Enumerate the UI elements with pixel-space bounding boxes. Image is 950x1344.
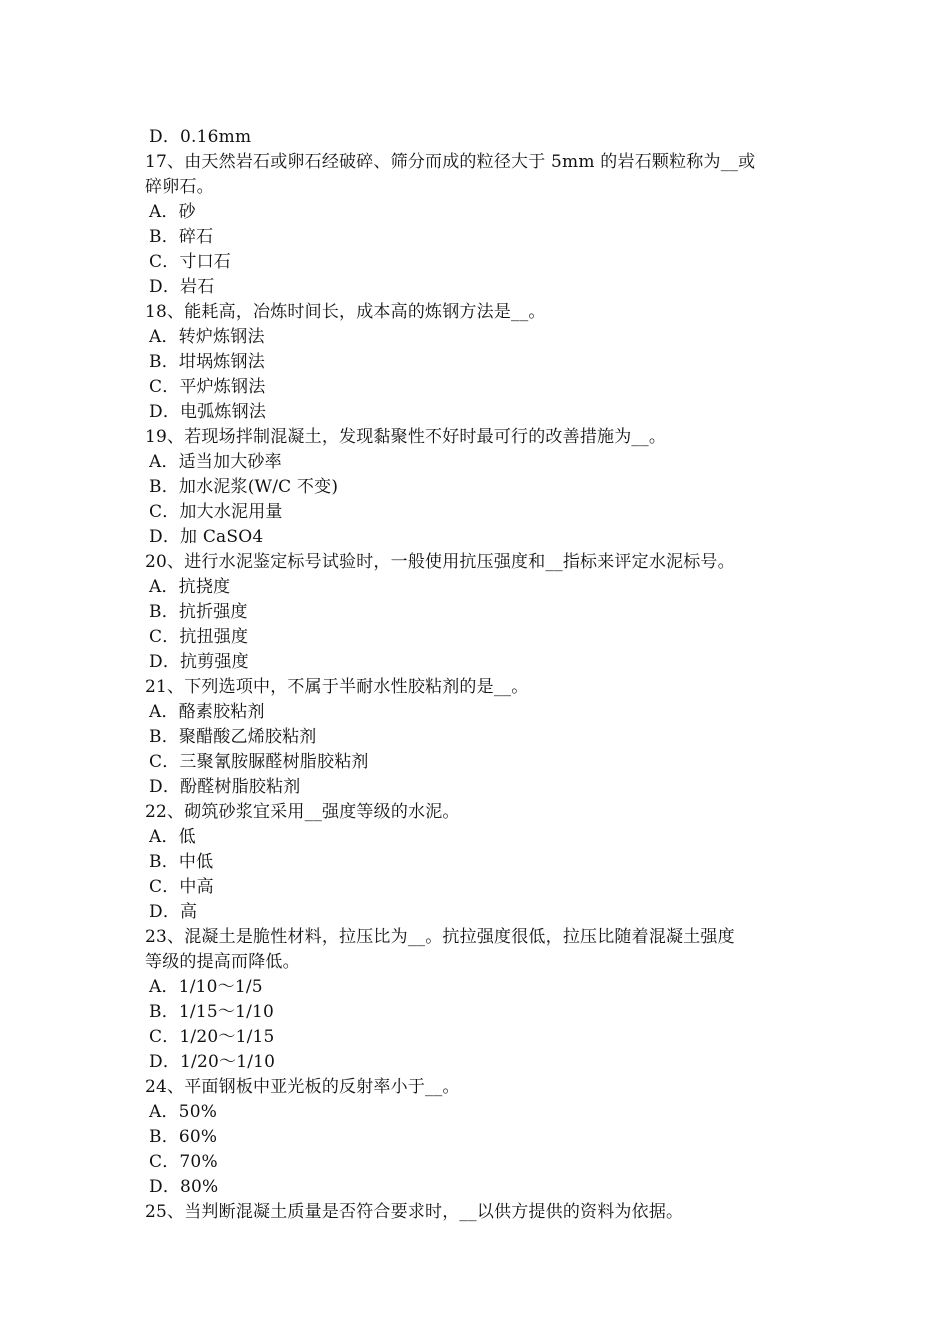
- option-line: A．转炉炼钢法: [149, 327, 265, 347]
- option-line: A．抗挠度: [149, 577, 231, 597]
- option-line: D．酚醛树脂胶粘剂: [149, 777, 301, 797]
- option-line: B．加水泥浆(W/C 不变): [149, 477, 339, 497]
- question-line: 18、能耗高，冶炼时间长，成本高的炼钢方法是__。: [145, 302, 546, 322]
- option-line: B．抗折强度: [149, 602, 248, 622]
- option-line: B．坩埚炼钢法: [149, 352, 265, 372]
- question-line: 19、若现场拌制混凝土，发现黏聚性不好时最可行的改善措施为__。: [145, 427, 667, 447]
- option-line: B．聚醋酸乙烯胶粘剂: [149, 727, 317, 747]
- question-line: 23、混凝土是脆性材料，拉压比为__。抗拉强度很低，拉压比随着混凝土强度: [145, 927, 735, 947]
- option-line: B．中低: [149, 852, 214, 872]
- option-line: D．80%: [149, 1177, 219, 1197]
- option-line: C．中高: [149, 877, 214, 897]
- question-line: 20、进行水泥鉴定标号试验时，一般使用抗压强度和__指标来评定水泥标号。: [145, 552, 735, 572]
- question-continuation: 碎卵石。: [145, 177, 214, 197]
- option-line: B．碎石: [149, 227, 214, 247]
- question-line: 24、平面钢板中亚光板的反射率小于__。: [145, 1077, 460, 1097]
- option-line: A．砂: [149, 202, 196, 222]
- option-line: C．抗扭强度: [149, 627, 249, 647]
- option-line: C．平炉炼钢法: [149, 377, 266, 397]
- option-line: D．抗剪强度: [149, 652, 249, 672]
- option-line: A．酪素胶粘剂: [149, 702, 265, 722]
- option-line: D．0.16mm: [149, 127, 252, 147]
- question-line: 21、下列选项中，不属于半耐水性胶粘剂的是__。: [145, 677, 529, 697]
- option-line: A．1/10～1/5: [149, 977, 263, 997]
- option-line: C．70%: [149, 1152, 218, 1172]
- option-line: A．50%: [149, 1102, 218, 1122]
- option-line: D．高: [149, 902, 198, 922]
- option-line: A．低: [149, 827, 196, 847]
- option-line: D．加 CaSO4: [149, 527, 264, 547]
- document-body: [145, 125, 813, 1225]
- option-line: C．1/20～1/15: [149, 1027, 275, 1047]
- option-line: C．寸口石: [149, 252, 232, 272]
- option-line: A．适当加大砂率: [149, 452, 282, 472]
- question-line: 25、当判断混凝土质量是否符合要求时，__以供方提供的资料为依据。: [145, 1202, 684, 1222]
- option-line: B．1/15～1/10: [149, 1002, 275, 1022]
- option-line: C．三聚氰胺脲醛树脂胶粘剂: [149, 752, 369, 772]
- question-line: 22、砌筑砂浆宜采用__强度等级的水泥。: [145, 802, 460, 822]
- question-line: 17、由天然岩石或卵石经破碎、筛分而成的粒径大于 5mm 的岩石颗粒称为__或: [145, 152, 756, 172]
- question-continuation: 等级的提高而降低。: [145, 952, 300, 972]
- option-line: D．岩石: [149, 277, 215, 297]
- option-line: D．电弧炼钢法: [149, 402, 267, 422]
- option-line: D．1/20～1/10: [149, 1052, 276, 1072]
- option-line: C．加大水泥用量: [149, 502, 283, 522]
- option-line: B．60%: [149, 1127, 218, 1147]
